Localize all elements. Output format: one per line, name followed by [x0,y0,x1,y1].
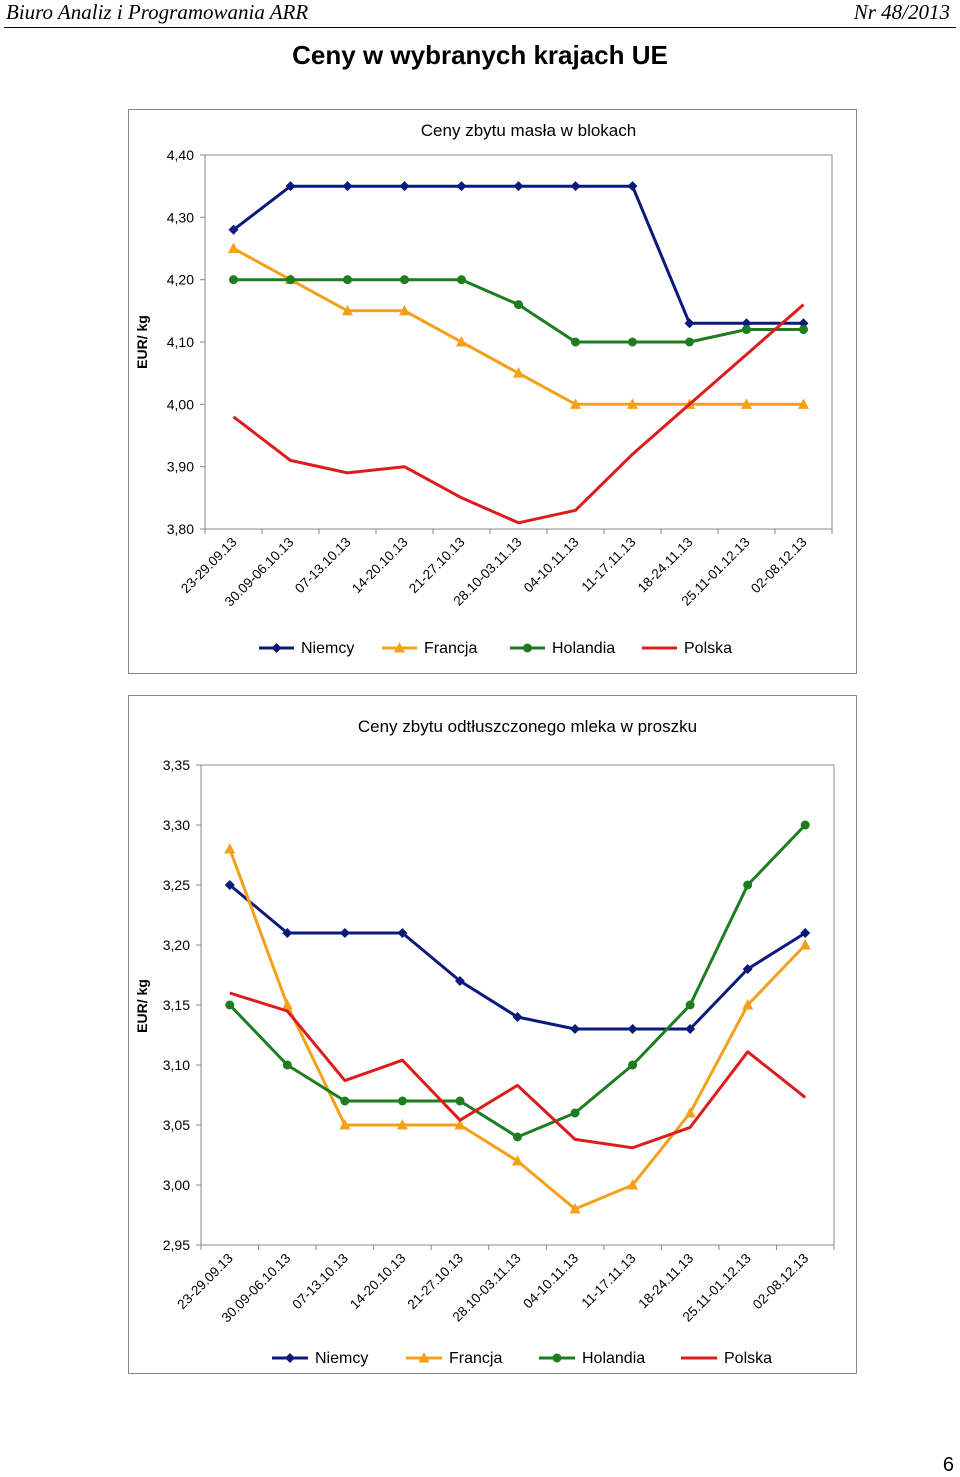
legend-marker [553,1354,562,1363]
data-point [229,275,238,284]
data-point [340,928,350,938]
x-tick-label: 11-17.11.13 [578,1250,639,1311]
data-point [343,181,353,191]
data-point [286,275,295,284]
data-point [457,181,467,191]
page-title: Ceny w wybranych krajach UE [292,40,668,70]
data-point [801,821,810,830]
data-point [571,181,581,191]
y-tick-label: 3,35 [162,757,190,773]
legend-marker [272,643,282,653]
x-tick-label: 02-08.12.13 [749,1250,812,1313]
smp-price-chart-svg [129,696,856,1373]
x-tick-label: 18-24.11.13 [635,1250,697,1312]
series-francja [228,243,809,409]
data-point [224,843,235,854]
x-tick-label: 02-08.12.13 [748,534,810,597]
x-tick-label: 14-20.10.13 [349,534,411,597]
header-publisher: Biuro Analiz i Programowania ARR [6,0,309,24]
y-tick-label: 4,10 [166,334,194,350]
y-tick-label: 3,90 [166,458,194,475]
x-tick-label: 07-13.10.13 [292,534,354,597]
y-tick-label: 3,20 [162,937,190,953]
data-point [455,1097,464,1106]
legend-item-francja [382,640,477,657]
y-axis-title: EUR/ kg [134,979,150,1033]
data-point [800,939,811,950]
x-tick-label: 30.09-06.10.13 [218,1250,294,1326]
x-tick-label: 25.11-01.12.13 [678,534,753,609]
x-tick-label: 28.10-03.11.13 [450,534,525,609]
y-tick-label: 3,25 [162,877,190,893]
legend-label: Francja [449,1350,503,1367]
data-point [400,181,410,191]
x-tick-label: 25.11-01.12.13 [679,1250,754,1325]
data-point [742,325,751,334]
legend-item-niemcy [259,640,354,657]
legend-label: Polska [724,1350,773,1367]
y-tick-label: 3,00 [162,1177,190,1193]
series-line [234,305,804,523]
data-point [514,181,524,191]
data-point [628,1061,637,1070]
butter-price-chart-svg [129,110,856,673]
legend-label: Holandia [552,640,616,657]
data-point [340,1097,349,1106]
header-divider [4,27,956,28]
data-point [743,881,752,890]
legend-item-holandia [510,640,615,657]
data-point [571,338,580,347]
data-point [799,325,808,334]
x-tick-label: 23-29.09.13 [178,534,240,597]
data-point [686,1001,695,1010]
series-polska [234,305,804,523]
x-tick-label: 30.09-06.10.13 [221,534,297,610]
y-tick-label: 4,00 [166,396,194,413]
plot-area [201,765,834,1245]
series-holandia [229,275,808,346]
data-point [685,338,694,347]
series-niemcy [225,880,810,1034]
data-point [282,999,293,1010]
legend-item-polska [681,1350,772,1367]
chart-title: Ceny zbytu masła w blokach [420,121,637,140]
data-point [514,300,523,309]
data-point [398,1097,407,1106]
series-line [230,885,805,1029]
y-axis-title: EUR/ kg [134,315,150,369]
legend-marker [523,644,532,653]
y-tick-label: 3,15 [162,997,190,1013]
data-point [685,318,695,328]
data-point [457,275,466,284]
data-point [513,1133,522,1142]
y-tick-label: 3,80 [166,521,194,537]
x-tick-label: 21-27.10.13 [404,1250,467,1313]
header-issue-number: Nr 48/2013 [853,0,950,24]
y-tick-label: 3,10 [162,1057,190,1073]
legend-label: Niemcy [301,640,355,657]
x-tick-label: 07-13.10.13 [289,1250,351,1313]
x-tick-label: 14-20.10.13 [346,1250,409,1313]
smp-price-chart [128,695,857,1374]
page-number: 6 [942,1454,954,1476]
y-tick-label: 4,20 [166,271,194,288]
legend-item-polska [642,640,732,657]
data-point [628,181,638,191]
data-point [283,1061,292,1070]
chart-title: Ceny zbytu odtłuszczonego mleka w proszku [357,717,698,736]
series-holandia [225,821,809,1142]
legend-label: Polska [684,640,733,657]
legend-label: Holandia [582,1350,646,1367]
legend-item-niemcy [272,1350,368,1367]
page-header [0,0,960,28]
data-point [628,1024,638,1034]
legend-item-holandia [539,1350,645,1367]
data-point [228,243,239,254]
data-point [225,1001,234,1010]
x-tick-label: 21-27.10.13 [406,534,468,597]
data-point [343,275,352,284]
data-point [571,1109,580,1118]
data-point [400,275,409,284]
x-tick-label: 23-29.09.13 [174,1250,236,1313]
data-point [570,1024,580,1034]
series-line [234,280,804,342]
legend-label: Niemcy [315,1350,369,1367]
series-francja [224,843,810,1214]
legend-marker [285,1353,295,1363]
x-tick-label: 04-10.11.13 [520,1250,582,1312]
x-tick-label: 18-24.11.13 [634,534,696,596]
y-tick-label: 2,95 [162,1237,190,1253]
data-point [628,338,637,347]
y-tick-label: 3,30 [162,817,190,833]
x-tick-label: 28.10-03.11.13 [449,1250,524,1325]
x-tick-label: 11-17.11.13 [578,534,639,595]
plot-area [205,155,832,529]
legend-label: Francja [424,640,478,657]
y-tick-label: 4,40 [166,147,194,163]
y-tick-label: 3,05 [162,1117,190,1133]
legend-item-francja [406,1350,502,1367]
butter-price-chart [128,109,857,674]
x-tick-label: 04-10.11.13 [520,534,582,596]
y-tick-label: 4,30 [166,209,194,226]
